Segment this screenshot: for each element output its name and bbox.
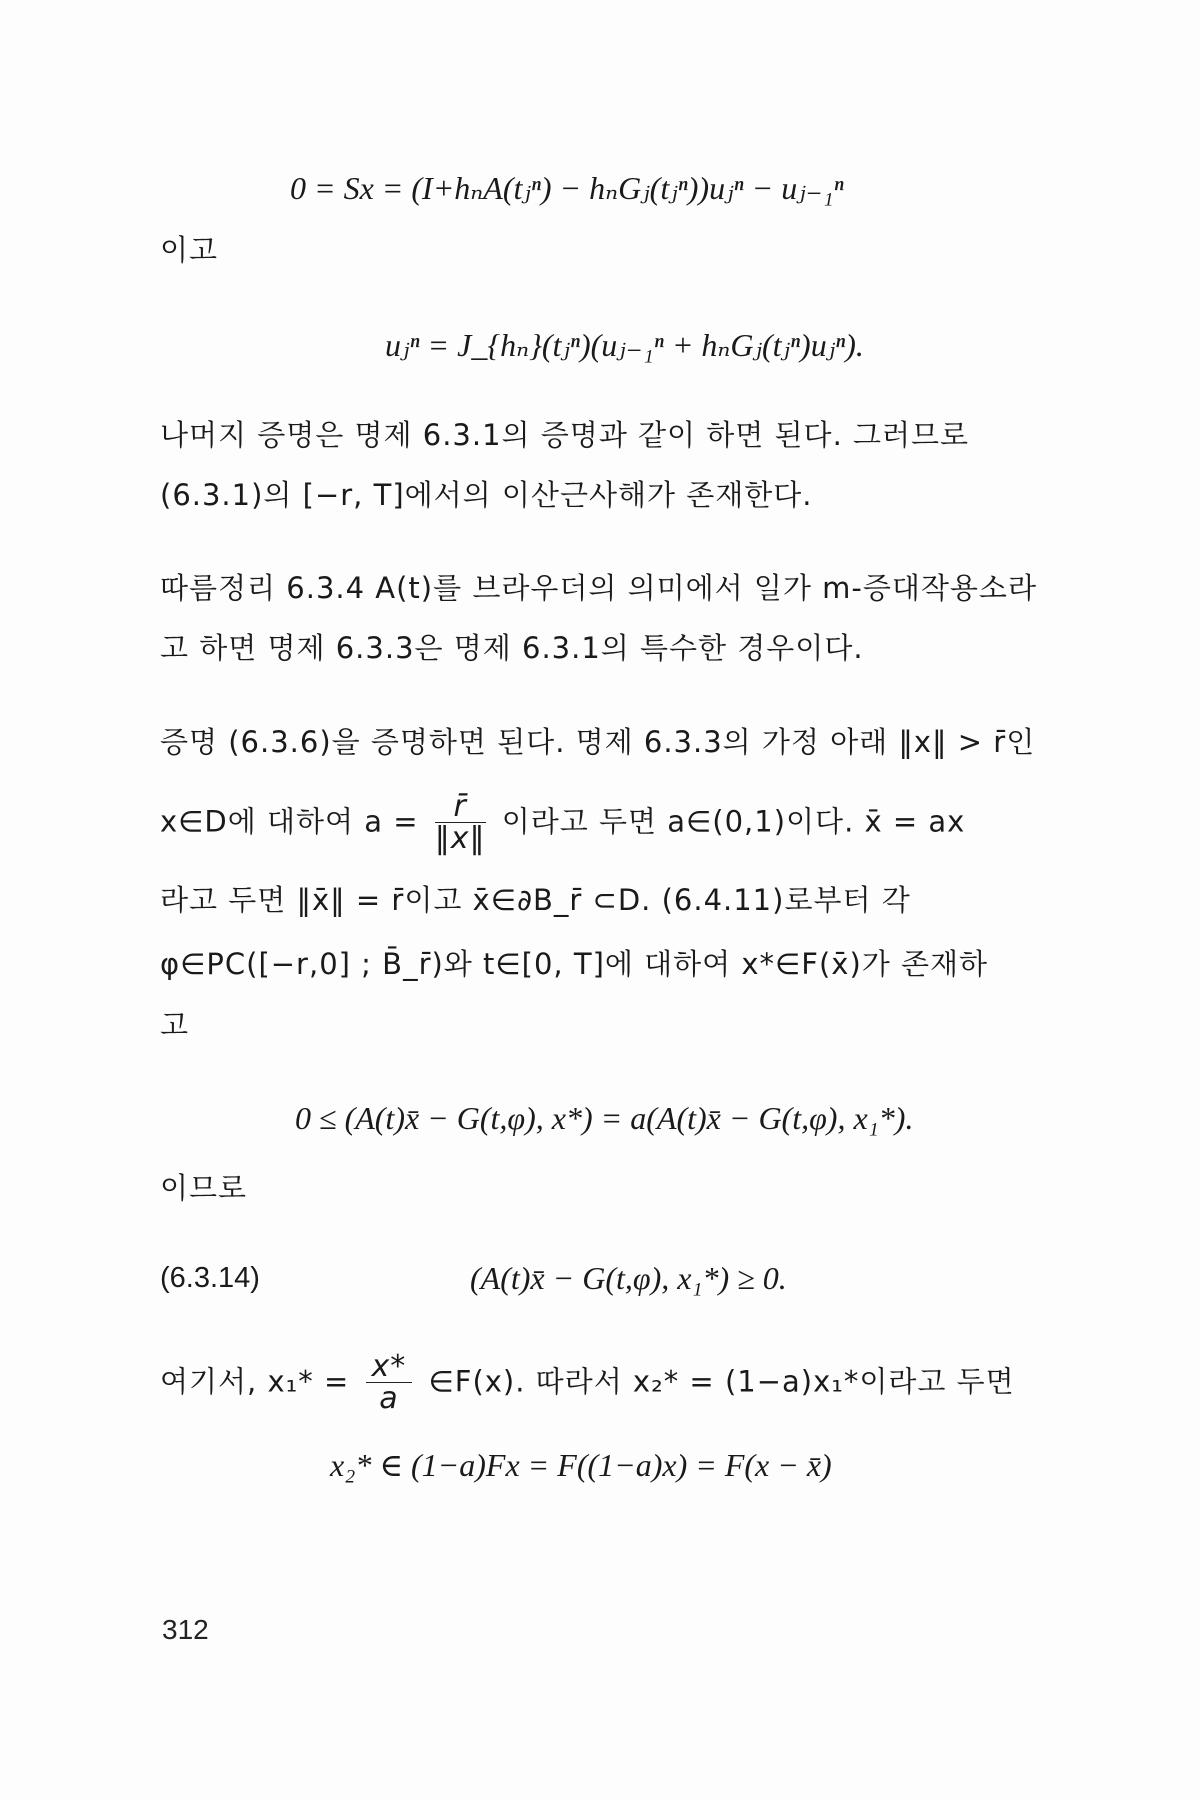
proof-line: φ∈PC([−r,0] ; B̄_r̄)와 t∈[0, T]에 대하여 x*∈F(x̄)가 존재하	[160, 947, 989, 981]
equation-label: (6.3.14)	[160, 1262, 260, 1294]
text-line: 이므로	[160, 1171, 248, 1205]
equation-5: x₂* ∈ (1−a)Fx = F((1−a)x) = F(x − x̄)	[330, 1447, 832, 1483]
proof-text: 여기서, x₁* =	[160, 1364, 350, 1399]
proof-line: 고	[160, 1008, 190, 1042]
page-number: 312	[162, 1614, 209, 1645]
fraction-numerator: r̄	[435, 792, 486, 823]
equation-1: 0 = Sx = (I+hₙA(tⱼⁿ) − hₙGⱼ(tⱼⁿ))uⱼⁿ − uⱼ₋₁ⁿ	[290, 170, 844, 206]
equation-3: 0 ≤ (A(t)x̄ − G(t,φ), x*) = a(A(t)x̄ − G(t,φ), x₁*).	[295, 1100, 914, 1136]
text-line: 이고	[160, 233, 219, 267]
corollary-line: 고 하면 명제 6.3.3은 명제 6.3.1의 특수한 경우이다.	[160, 631, 864, 665]
paragraph-line: (6.3.1)의 [−r, T]에서의 이산근사해가 존재한다.	[160, 478, 813, 512]
fraction-denominator: ‖x‖	[434, 821, 486, 856]
fraction-denominator: a	[379, 1381, 399, 1416]
fraction-x-star-over-a	[366, 1349, 413, 1416]
paragraph-line: 나머지 증명은 명제 6.3.1의 증명과 같이 하면 된다. 그러므로	[160, 418, 970, 452]
proof-text: ∈F(x). 따라서 x₂* = (1−a)x₁*이라고 두면	[428, 1364, 1015, 1399]
equation-2: uⱼⁿ = J_{hₙ}(tⱼⁿ)(uⱼ₋₁ⁿ + hₙGⱼ(tⱼⁿ)uⱼⁿ).	[385, 327, 864, 363]
proof-line: 라고 두면 ‖x̄‖ = r̄이고 x̄∈∂B_r̄ ⊂D. (6.4.11)로부터 각	[160, 883, 911, 917]
proof-line: 증명 (6.3.6)을 증명하면 된다. 명제 6.3.3의 가정 아래 ‖x‖ > r̄인	[160, 725, 1036, 759]
proof-line	[160, 789, 966, 856]
corollary-heading: 따름정리 6.3.4 A(t)를 브라우더의 의미에서 일가 m-증대작용소라	[160, 571, 1037, 605]
fraction-numerator: x*	[366, 1352, 413, 1383]
fraction-r-over-norm-x	[434, 789, 486, 856]
proof-text: x∈D에 대하여 a =	[160, 804, 419, 839]
proof-line	[160, 1349, 1015, 1416]
equation-4: (A(t)x̄ − G(t,φ), x₁*) ≥ 0.	[470, 1260, 787, 1296]
proof-text: 이라고 두면 a∈(0,1)이다. x̄ = ax	[501, 804, 966, 839]
